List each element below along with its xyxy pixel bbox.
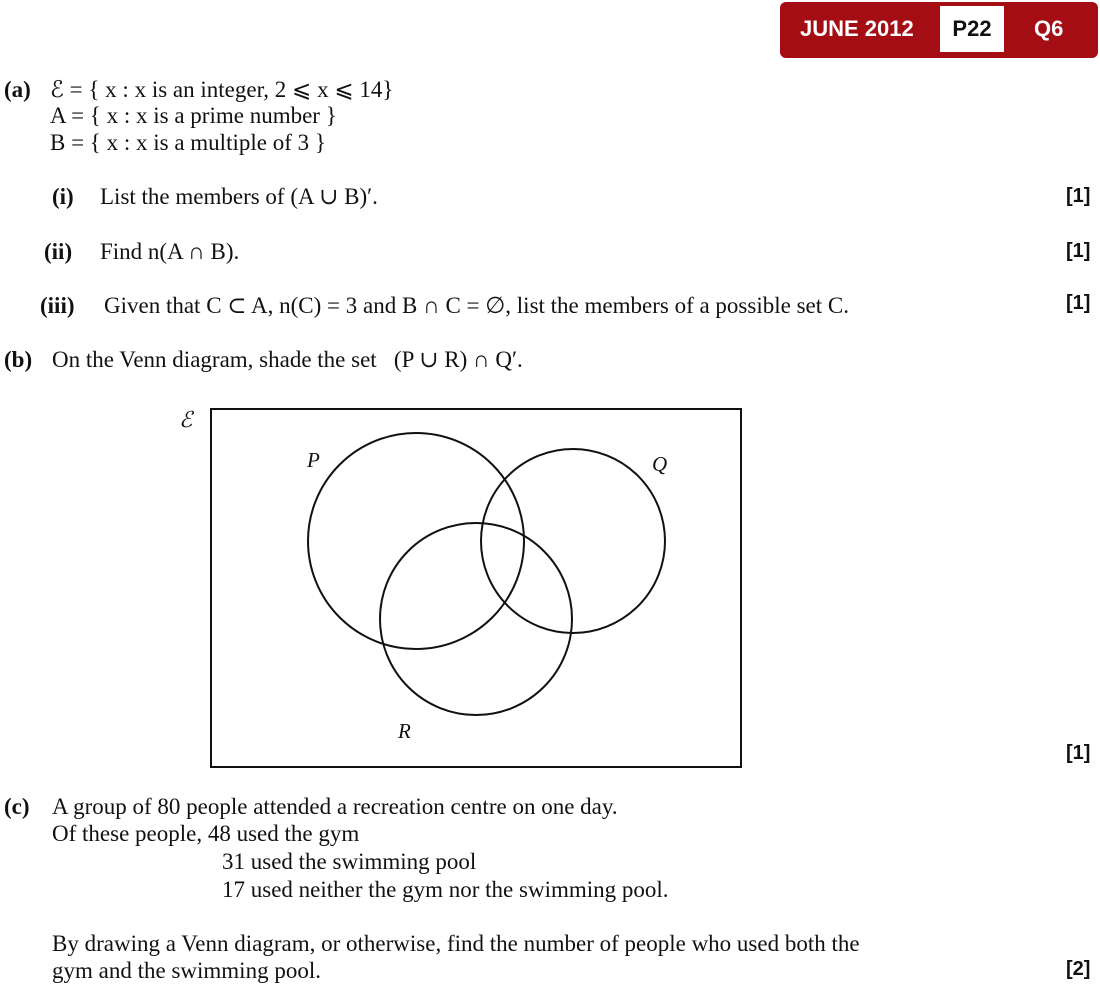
- part-b-marks: [1]: [1066, 742, 1091, 764]
- part-a-label: (a): [4, 77, 31, 102]
- exam-session: JUNE 2012: [800, 16, 914, 41]
- part-b-text: On the Venn diagram, shade the set (P ∪ R) ∩ Q′.: [52, 347, 523, 372]
- universal-set-definition: ℰ = { x : x is an integer, 2 ⩽ x ⩽ 14}: [50, 77, 394, 102]
- question-ii-marks: [1]: [1066, 240, 1091, 262]
- set-q-circle: [481, 449, 668, 633]
- part-c-marks: [2]: [1066, 958, 1091, 980]
- question-iii-label: (iii): [40, 293, 75, 318]
- part-c-label: (c): [4, 794, 30, 819]
- part-c-line-1: A group of 80 people attended a recreation centre on one day.: [52, 794, 618, 819]
- set-q-label: Q: [652, 452, 668, 476]
- question-i-marks: [1]: [1066, 185, 1091, 207]
- question-iii-marks: [1]: [1066, 292, 1091, 314]
- set-a-definition: A = { x : x is a prime number }: [50, 103, 337, 128]
- question-i-text: List the members of (A ∪ B)′.: [100, 184, 378, 209]
- part-c-question-line-2: gym and the swimming pool.: [52, 958, 321, 983]
- set-b-definition: B = { x : x is a multiple of 3 }: [50, 130, 326, 155]
- part-c-question-line-1: By drawing a Venn diagram, or otherwise, find the number of people who used both the: [52, 931, 860, 956]
- part-c-line-3: 31 used the swimming pool: [222, 849, 477, 874]
- universal-symbol: ℰ: [179, 408, 193, 433]
- set-r-label: R: [398, 719, 411, 743]
- question-iii-text: Given that C ⊂ A, n(C) = 3 and B ∩ C = ∅, list the members of a possible set C.: [104, 293, 849, 318]
- question-ii-text: Find n(A ∩ B).: [100, 239, 240, 264]
- set-p-circle: [308, 433, 524, 649]
- question-number: Q6: [1034, 16, 1064, 41]
- question-ii-label: (ii): [44, 239, 73, 264]
- part-c-line-4: 17 used neither the gym nor the swimming pool.: [222, 877, 669, 902]
- question-header-badge: [780, 2, 1098, 58]
- question-i-label: (i): [52, 184, 74, 209]
- set-r-circle: [380, 523, 572, 715]
- part-c-line-2: Of these people, 48 used the gym: [52, 821, 360, 846]
- set-p-label: P: [307, 448, 320, 472]
- part-b-label: (b): [4, 347, 33, 372]
- paper-code: P22: [940, 6, 1004, 52]
- venn-diagram[interactable]: [170, 395, 750, 775]
